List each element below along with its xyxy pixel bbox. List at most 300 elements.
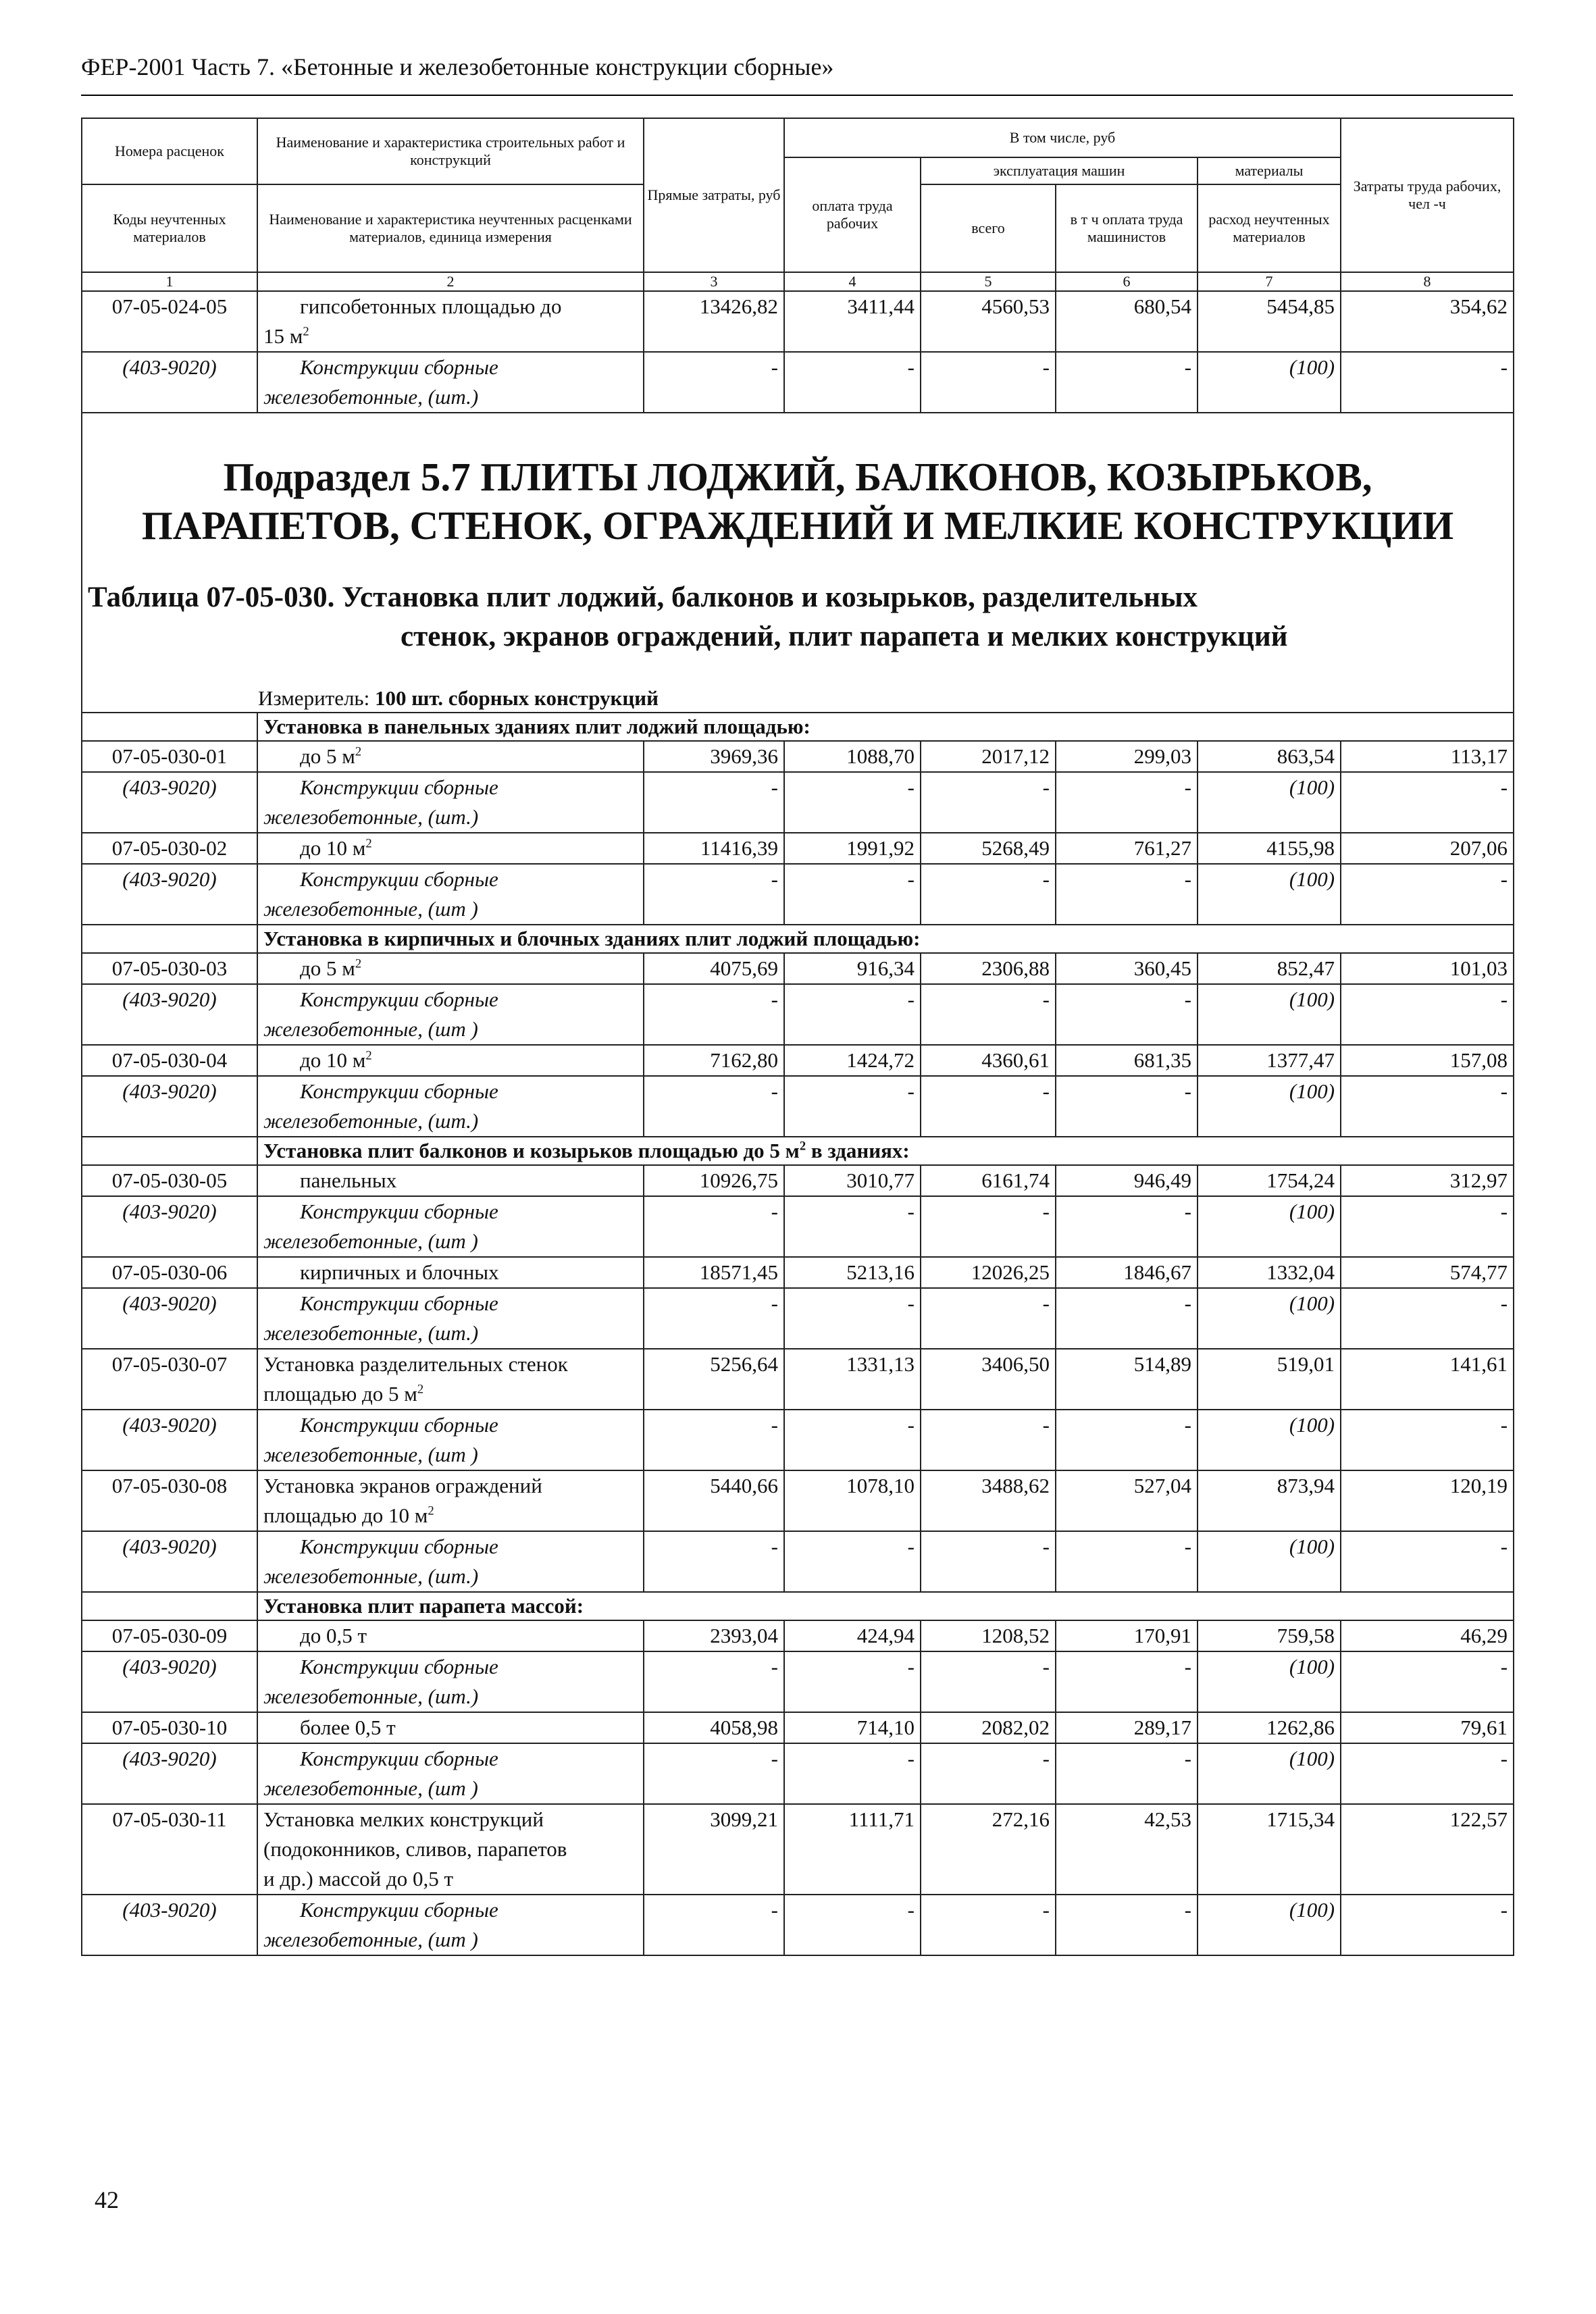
value-col-4: 1424,72 <box>784 1045 921 1076</box>
value-col-7: 852,47 <box>1198 953 1341 984</box>
material-name-line: железобетонные, (шт.) <box>263 1564 479 1588</box>
material-name-line: железобетонные, (шт ) <box>263 1443 478 1466</box>
value-col-6: 1846,67 <box>1056 1257 1198 1288</box>
column-number-1: 1 <box>82 272 257 291</box>
superscript: 2 <box>365 1048 372 1063</box>
value-col-6: 680,54 <box>1056 291 1198 352</box>
material-value-col-6: - <box>1056 984 1198 1045</box>
col2-head-bottom: Наименование и характеристика неучтенных расценками материалов, единица измерения <box>257 184 644 272</box>
material-value-col-8: - <box>1341 1288 1514 1349</box>
value-col-6: 360,45 <box>1056 953 1198 984</box>
table-row <box>82 1257 1514 1288</box>
material-code <box>82 864 257 925</box>
material-name-cell <box>257 1410 644 1470</box>
material-value-col-3: - <box>644 1531 784 1592</box>
material-name-line: железобетонные, (шт.) <box>263 1685 479 1708</box>
work-name-line: панельных <box>300 1168 397 1192</box>
work-name-line: до 0,5 т <box>300 1624 367 1647</box>
value-col-7: 1262,86 <box>1198 1712 1341 1743</box>
group-heading-panel-loggia <box>257 713 1514 741</box>
group-code-cell <box>82 925 257 953</box>
material-name-line: железобетонные, (шт ) <box>263 1229 478 1253</box>
material-code <box>82 1288 257 1349</box>
group-heading-text: Установка в панельных зданиях плит лоджий площадью: <box>263 715 810 738</box>
material-code <box>82 1895 257 1955</box>
group-heading-text: Установка плит парапета массой: <box>263 1594 584 1618</box>
value-col-8: 113,17 <box>1341 741 1514 772</box>
col1-head-top: Номера расценок <box>82 118 257 184</box>
material-value-col-5: - <box>921 984 1056 1045</box>
material-name-line: Конструкции сборные <box>300 355 498 379</box>
price-table <box>81 118 1514 1956</box>
value-col-4: 1331,13 <box>784 1349 921 1410</box>
material-value-col-3: - <box>644 352 784 413</box>
value-col-3: 18571,45 <box>644 1257 784 1288</box>
material-value-col-8: - <box>1341 1410 1514 1470</box>
work-name-line: до 5 $м^2$ <box>300 744 362 768</box>
material-value-col-6: - <box>1056 1076 1198 1137</box>
page-number: 42 <box>95 2186 119 2213</box>
material-row <box>82 1196 1514 1257</box>
material-value-col-5: - <box>921 1743 1056 1804</box>
material-name-cell <box>257 1076 644 1137</box>
group-code-cell <box>82 713 257 741</box>
material-value-col-7: (100) <box>1198 1895 1341 1955</box>
material-value-col-3: - <box>644 984 784 1045</box>
superscript: 2 <box>428 1503 434 1518</box>
value-col-6: 514,89 <box>1056 1349 1198 1410</box>
rate-code: 07-05-030-11 <box>82 1804 257 1895</box>
material-name-line: железобетонные, (шт.) <box>263 1109 479 1133</box>
material-row <box>82 772 1514 833</box>
material-value-col-6: - <box>1056 864 1198 925</box>
work-name-line: более 0,5 т <box>300 1716 396 1739</box>
value-col-6: 299,03 <box>1056 741 1198 772</box>
table-title <box>82 578 1513 657</box>
value-col-5: 2017,12 <box>921 741 1056 772</box>
material-name-line: Конструкции сборные <box>300 1413 498 1437</box>
column-number-4: 4 <box>784 272 921 291</box>
work-name-cell <box>257 953 644 984</box>
material-value-col-4: - <box>784 1895 921 1955</box>
value-col-4: 1088,70 <box>784 741 921 772</box>
work-name-cell <box>257 1165 644 1196</box>
value-col-3: 2393,04 <box>644 1620 784 1651</box>
value-col-4: 3010,77 <box>784 1165 921 1196</box>
work-name-line: (подоконников, сливов, парапетов <box>263 1837 567 1861</box>
price-table-wrapper <box>81 118 1513 1956</box>
material-row <box>82 1895 1514 1955</box>
value-col-6: 170,91 <box>1056 1620 1198 1651</box>
material-code <box>82 1743 257 1804</box>
group-heading-parapet <box>257 1592 1514 1620</box>
value-col-5: 4360,61 <box>921 1045 1056 1076</box>
material-value-col-4: - <box>784 1651 921 1712</box>
value-col-3: 4075,69 <box>644 953 784 984</box>
material-value-col-5: - <box>921 1076 1056 1137</box>
table-row <box>82 833 1514 864</box>
work-name-cell <box>257 1257 644 1288</box>
material-value-col-8: - <box>1341 1196 1514 1257</box>
material-value-col-6: - <box>1056 1743 1198 1804</box>
material-row <box>82 1531 1514 1592</box>
material-value-col-4: - <box>784 772 921 833</box>
material-code <box>82 1076 257 1137</box>
material-code-text: (403-9020) <box>122 355 217 379</box>
material-value-col-4: - <box>784 1196 921 1257</box>
material-value-col-3: - <box>644 772 784 833</box>
material-name-line: Конструкции сборные <box>300 1747 498 1770</box>
value-col-8: 354,62 <box>1341 291 1514 352</box>
material-value-col-7: (100) <box>1198 1076 1341 1137</box>
machines-head: эксплуатация машин <box>921 157 1198 184</box>
material-row <box>82 1288 1514 1349</box>
material-code <box>82 352 257 413</box>
work-name-cell <box>257 1804 644 1895</box>
col6-head: в т ч оплата труда машинистов <box>1056 184 1198 272</box>
rate-code: 07-05-030-06 <box>82 1257 257 1288</box>
value-col-5: 1208,52 <box>921 1620 1056 1651</box>
group-heading-text: в зданиях: <box>806 1139 910 1162</box>
value-col-8: 101,03 <box>1341 953 1514 984</box>
value-col-3: 5256,64 <box>644 1349 784 1410</box>
rate-code: 07-05-024-05 <box>82 291 257 352</box>
value-col-5: 2306,88 <box>921 953 1056 984</box>
col2-head-top: Наименование и характеристика строительных работ и конструкций <box>257 118 644 184</box>
group-heading-row <box>82 713 1514 741</box>
value-col-5: 3406,50 <box>921 1349 1056 1410</box>
material-name-cell <box>257 772 644 833</box>
material-value-col-5: - <box>921 1895 1056 1955</box>
measure-label: Измеритель: <box>258 686 375 710</box>
material-name-line: Конструкции сборные <box>300 1898 498 1922</box>
value-col-5: 12026,25 <box>921 1257 1056 1288</box>
material-value-col-4: - <box>784 1410 921 1470</box>
material-value-col-8: - <box>1341 1076 1514 1137</box>
group-heading-balcony <box>257 1137 1514 1165</box>
col1-head-bottom: Коды неучтенных материалов <box>82 184 257 272</box>
rate-code: 07-05-030-05 <box>82 1165 257 1196</box>
work-name-line: гипсобетонных площадью до <box>300 294 562 318</box>
material-code <box>82 1410 257 1470</box>
column-number-8: 8 <box>1341 272 1514 291</box>
material-name-line: железобетонные, (шт.) <box>263 385 479 409</box>
material-value-col-8: - <box>1341 984 1514 1045</box>
material-name-line: Конструкции сборные <box>300 1200 498 1223</box>
work-name-line: до 5 $м^2$ <box>300 956 362 980</box>
table-row <box>82 1712 1514 1743</box>
material-value-col-7: (100) <box>1198 1410 1341 1470</box>
value-col-4: 714,10 <box>784 1712 921 1743</box>
material-value-col-5: - <box>921 1288 1056 1349</box>
material-name-line: железобетонные, (шт ) <box>263 1017 478 1041</box>
value-col-6: 946,49 <box>1056 1165 1198 1196</box>
table-row <box>82 1470 1514 1531</box>
material-value-col-7: (100) <box>1198 864 1341 925</box>
rate-code: 07-05-030-07 <box>82 1349 257 1410</box>
section-cell <box>82 413 1514 713</box>
running-title: ФЕР-2001 Часть 7. «Бетонные и железобетонные конструкции сборные» <box>81 53 834 80</box>
superscript: 2 <box>303 324 309 339</box>
material-name-cell <box>257 864 644 925</box>
material-value-col-5: - <box>921 772 1056 833</box>
column-number-7: 7 <box>1198 272 1341 291</box>
material-name-line: железобетонные, (шт ) <box>263 1928 478 1951</box>
column-number-5: 5 <box>921 272 1056 291</box>
col5-head: всего <box>921 184 1056 272</box>
material-name-line: Конструкции сборные <box>300 1655 498 1678</box>
in-total-head: В том числе, руб <box>784 118 1341 157</box>
material-value-col-4: - <box>784 1076 921 1137</box>
material-value-col-3: - <box>644 1288 784 1349</box>
material-value-col-8: - <box>1341 1743 1514 1804</box>
work-name-line: Установка экранов ограждений <box>263 1474 542 1497</box>
value-col-3: 3099,21 <box>644 1804 784 1895</box>
material-code-text: (403-9020) <box>122 1291 217 1315</box>
material-code-text: (403-9020) <box>122 1747 217 1770</box>
superscript: 2 <box>355 956 362 971</box>
material-value-col-3: - <box>644 1196 784 1257</box>
material-value-col-8: - <box>1341 1531 1514 1592</box>
value-col-3: 13426,82 <box>644 291 784 352</box>
value-col-8: 157,08 <box>1341 1045 1514 1076</box>
material-code <box>82 1531 257 1592</box>
material-value-col-5: - <box>921 1651 1056 1712</box>
material-name-line: железобетонные, (шт ) <box>263 897 478 921</box>
material-row <box>82 984 1514 1045</box>
material-value-col-5: - <box>921 1410 1056 1470</box>
col3-head: Прямые затраты, руб <box>644 118 784 272</box>
work-name-line: Установка разделительных стенок <box>263 1352 568 1376</box>
material-value-col-7: (100) <box>1198 352 1341 413</box>
material-code-text: (403-9020) <box>122 1079 217 1103</box>
material-value-col-8: - <box>1341 352 1514 413</box>
rate-code: 07-05-030-02 <box>82 833 257 864</box>
material-code <box>82 1196 257 1257</box>
superscript: 2 <box>365 836 372 851</box>
material-row <box>82 1076 1514 1137</box>
value-col-5: 5268,49 <box>921 833 1056 864</box>
material-value-col-5: - <box>921 1531 1056 1592</box>
table-title-line-2: стенок, экранов ограждений, плит парапета и мелких конструкций <box>401 621 1288 652</box>
material-name-cell <box>257 1895 644 1955</box>
value-col-8: 574,77 <box>1341 1257 1514 1288</box>
rate-code: 07-05-030-01 <box>82 741 257 772</box>
material-name-line: железобетонные, (шт ) <box>263 1776 478 1800</box>
material-name-cell <box>257 1651 644 1712</box>
rate-code: 07-05-030-08 <box>82 1470 257 1531</box>
value-col-3: 4058,98 <box>644 1712 784 1743</box>
value-col-4: 1111,71 <box>784 1804 921 1895</box>
value-col-5: 2082,02 <box>921 1712 1056 1743</box>
value-col-4: 1078,10 <box>784 1470 921 1531</box>
work-name-line: площадью до 10 $м^2$ <box>263 1503 434 1527</box>
column-number-2: 2 <box>257 272 644 291</box>
material-code-text: (403-9020) <box>122 1535 217 1558</box>
table-row <box>82 1349 1514 1410</box>
table-row <box>82 1804 1514 1895</box>
col8-head: Затраты труда рабочих, чел -ч <box>1341 118 1514 272</box>
material-value-col-4: - <box>784 1288 921 1349</box>
work-name-cell <box>257 1349 644 1410</box>
column-number-3: 3 <box>644 272 784 291</box>
value-col-4: 3411,44 <box>784 291 921 352</box>
value-col-7: 1715,34 <box>1198 1804 1341 1895</box>
group-code-cell <box>82 1137 257 1165</box>
material-value-col-6: - <box>1056 1410 1198 1470</box>
group-heading-text: Установка плит балконов и козырьков площадью до 5 м <box>263 1139 800 1162</box>
value-col-3: 5440,66 <box>644 1470 784 1531</box>
material-value-col-7: (100) <box>1198 1651 1341 1712</box>
material-name-line: железобетонные, (шт.) <box>263 1321 479 1345</box>
material-value-col-4: - <box>784 984 921 1045</box>
material-value-col-7: (100) <box>1198 772 1341 833</box>
material-value-col-4: - <box>784 1531 921 1592</box>
value-col-5: 4560,53 <box>921 291 1056 352</box>
material-value-col-6: - <box>1056 1531 1198 1592</box>
material-value-col-3: - <box>644 1743 784 1804</box>
material-name-cell <box>257 1531 644 1592</box>
value-col-6: 289,17 <box>1056 1712 1198 1743</box>
material-value-col-3: - <box>644 1895 784 1955</box>
material-name-line: Конструкции сборные <box>300 1291 498 1315</box>
material-value-col-4: - <box>784 352 921 413</box>
header-rule <box>81 95 1513 96</box>
material-code-text: (403-9020) <box>122 775 217 799</box>
value-col-7: 5454,85 <box>1198 291 1341 352</box>
material-value-col-3: - <box>644 864 784 925</box>
measure-line <box>82 685 1513 712</box>
superscript: 2 <box>417 1382 424 1397</box>
section-row <box>82 413 1514 713</box>
work-name-line: и др.) массой до 0,5 т <box>263 1867 454 1891</box>
value-col-6: 681,35 <box>1056 1045 1198 1076</box>
work-name-cell <box>257 741 644 772</box>
group-heading-row <box>82 925 1514 953</box>
value-col-4: 5213,16 <box>784 1257 921 1288</box>
work-name-cell <box>257 291 644 352</box>
material-name-line: Конструкции сборные <box>300 987 498 1011</box>
material-name-cell <box>257 1288 644 1349</box>
superscript: 2 <box>355 744 362 759</box>
group-code-cell <box>82 1592 257 1620</box>
group-heading-text: Установка в кирпичных и блочных зданиях плит лоджий площадью: <box>263 927 921 950</box>
material-value-col-5: - <box>921 1196 1056 1257</box>
value-col-8: 79,61 <box>1341 1712 1514 1743</box>
value-col-5: 272,16 <box>921 1804 1056 1895</box>
value-col-7: 1754,24 <box>1198 1165 1341 1196</box>
rate-code: 07-05-030-03 <box>82 953 257 984</box>
work-name-line: до 10 $м^2$ <box>300 1048 372 1072</box>
material-value-col-4: - <box>784 864 921 925</box>
value-col-7: 4155,98 <box>1198 833 1341 864</box>
value-col-7: 873,94 <box>1198 1470 1341 1531</box>
material-name-line: Конструкции сборные <box>300 1535 498 1558</box>
rate-code: 07-05-030-10 <box>82 1712 257 1743</box>
material-value-col-7: (100) <box>1198 984 1341 1045</box>
material-code <box>82 1651 257 1712</box>
value-col-7: 519,01 <box>1198 1349 1341 1410</box>
table-row <box>82 1620 1514 1651</box>
material-code-text: (403-9020) <box>122 1898 217 1922</box>
value-col-8: 207,06 <box>1341 833 1514 864</box>
material-value-col-6: - <box>1056 1288 1198 1349</box>
work-name-cell <box>257 1045 644 1076</box>
value-col-4: 424,94 <box>784 1620 921 1651</box>
rate-code: 07-05-030-09 <box>82 1620 257 1651</box>
material-code <box>82 772 257 833</box>
value-col-5: 6161,74 <box>921 1165 1056 1196</box>
value-col-8: 46,29 <box>1341 1620 1514 1651</box>
column-number-6: 6 <box>1056 272 1198 291</box>
material-code-text: (403-9020) <box>122 1655 217 1678</box>
work-name-cell <box>257 833 644 864</box>
material-value-col-6: - <box>1056 1895 1198 1955</box>
table-row <box>82 741 1514 772</box>
table-row <box>82 1045 1514 1076</box>
work-name-line: Установка мелких конструкций <box>263 1807 544 1831</box>
material-value-col-6: - <box>1056 772 1198 833</box>
material-value-col-8: - <box>1341 1895 1514 1955</box>
value-col-7: 759,58 <box>1198 1620 1341 1651</box>
work-name-line: кирпичных и блочных <box>300 1260 499 1284</box>
material-value-col-6: - <box>1056 352 1198 413</box>
col7-head: расход неучтенных материалов <box>1198 184 1341 272</box>
work-name-line: 15 $м^2$ <box>263 324 309 348</box>
material-row <box>82 1743 1514 1804</box>
material-name-line: Конструкции сборные <box>300 867 498 891</box>
material-value-col-8: - <box>1341 864 1514 925</box>
table-row <box>82 1165 1514 1196</box>
material-value-col-3: - <box>644 1410 784 1470</box>
section-title-line-1: Подраздел 5.7 ПЛИТЫ ЛОДЖИЙ, БАЛКОНОВ, КОЗЫРЬКОВ, <box>223 455 1372 499</box>
material-code-text: (403-9020) <box>122 867 217 891</box>
section-title-line-2: ПАРАПЕТОВ, СТЕНОК, ОГРАЖДЕНИЙ И МЕЛКИЕ КОНСТРУКЦИИ <box>141 503 1454 548</box>
group-heading-row <box>82 1137 1514 1165</box>
group-heading-row <box>82 1592 1514 1620</box>
material-name-line: Конструкции сборные <box>300 775 498 799</box>
col4-head: оплата труда рабочих <box>784 157 921 272</box>
material-value-col-8: - <box>1341 1651 1514 1712</box>
value-col-6: 761,27 <box>1056 833 1198 864</box>
materials-head: материалы <box>1198 157 1341 184</box>
superscript: 2 <box>799 1139 806 1154</box>
value-col-5: 3488,62 <box>921 1470 1056 1531</box>
measure-value: 100 шт. сборных конструкций <box>374 686 659 710</box>
material-code-text: (403-9020) <box>122 987 217 1011</box>
section-title <box>82 453 1513 550</box>
material-name-cell <box>257 984 644 1045</box>
material-value-col-6: - <box>1056 1651 1198 1712</box>
material-value-col-3: - <box>644 1076 784 1137</box>
value-col-8: 141,61 <box>1341 1349 1514 1410</box>
material-name-cell <box>257 1196 644 1257</box>
value-col-3: 10926,75 <box>644 1165 784 1196</box>
value-col-3: 7162,80 <box>644 1045 784 1076</box>
material-value-col-8: - <box>1341 772 1514 833</box>
work-name-line: до 10 $м^2$ <box>300 836 372 860</box>
value-col-3: 3969,36 <box>644 741 784 772</box>
material-value-col-6: - <box>1056 1196 1198 1257</box>
work-name-line: площадью до 5 $м^2$ <box>263 1382 424 1406</box>
work-name-cell <box>257 1712 644 1743</box>
value-col-4: 916,34 <box>784 953 921 984</box>
group-heading-brick-loggia <box>257 925 1514 953</box>
material-value-col-7: (100) <box>1198 1196 1341 1257</box>
material-row <box>82 352 1514 413</box>
material-row <box>82 1410 1514 1470</box>
value-col-4: 1991,92 <box>784 833 921 864</box>
